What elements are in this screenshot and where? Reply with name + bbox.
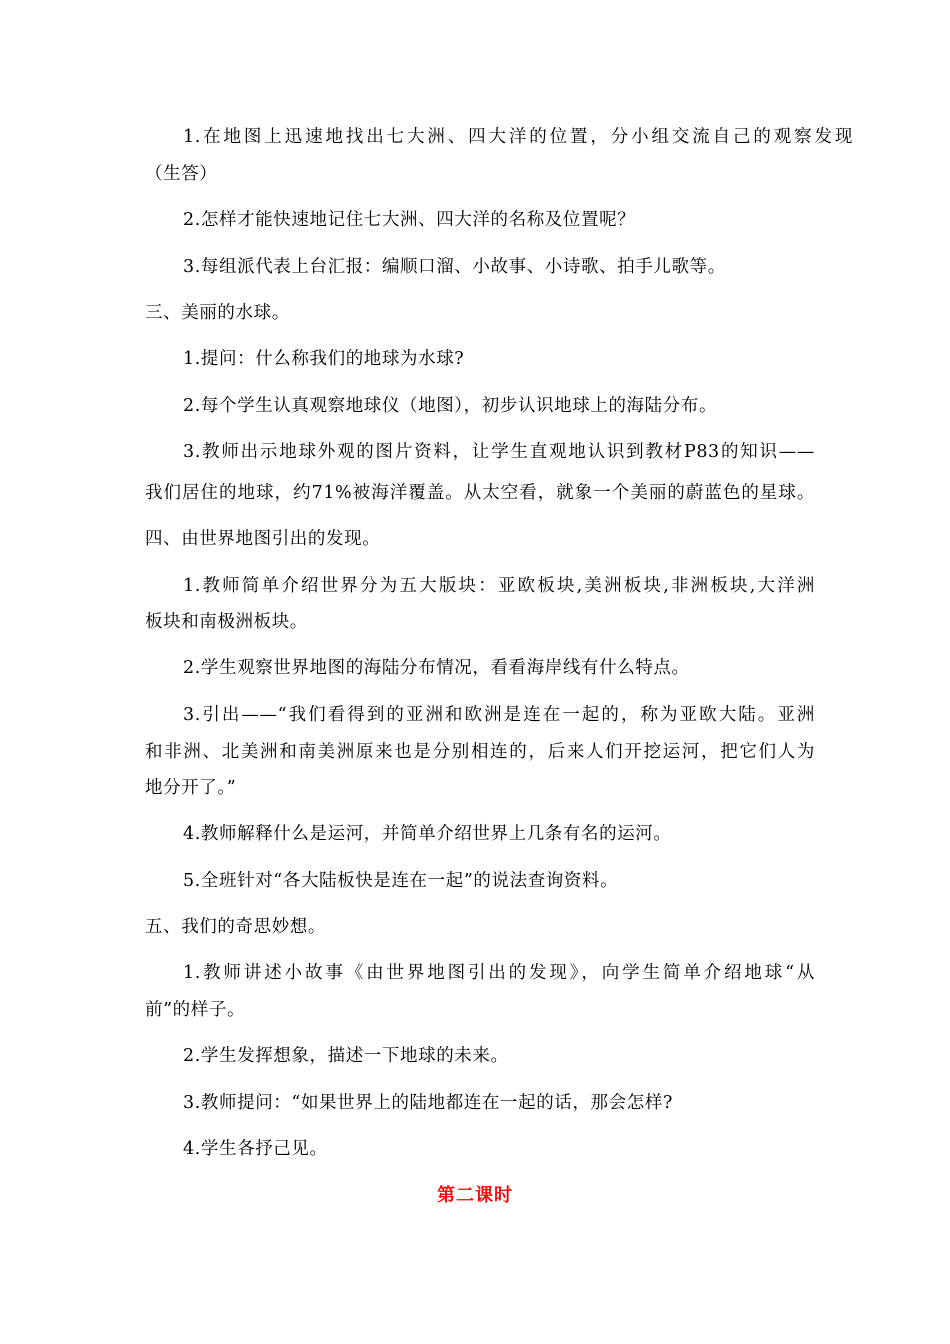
paragraph-line: 2.每个学生认真观察地球仪（地图），初步认识地球上的海陆分布。 bbox=[183, 396, 718, 416]
paragraph-line: 地分开了。” bbox=[145, 778, 237, 798]
paragraph-line: 1.提问：什么称我们的地球为水球? bbox=[183, 349, 465, 369]
paragraph-line: 4.教师解释什么是运河，并简单介绍世界上几条有名的运河。 bbox=[183, 824, 672, 844]
paragraph-line: 1.在地图上迅速地找出七大洲、四大洋的位置，分小组交流自己的观察发现 bbox=[183, 127, 853, 147]
paragraph-line: 2.学生观察世界地图的海陆分布情况，看看海岸线有什么特点。 bbox=[183, 658, 690, 678]
paragraph-line: 我们居住的地球，约71%被海洋覆盖。从太空看，就象一个美丽的蔚蓝色的星球。 bbox=[145, 483, 815, 503]
paragraph-line: 板块和南极洲板块。 bbox=[145, 612, 308, 632]
section-heading: 五、我们的奇思妙想。 bbox=[145, 917, 326, 937]
paragraph-line: 3.每组派代表上台汇报：编顺口溜、小故事、小诗歌、拍手儿歌等。 bbox=[183, 257, 726, 277]
paragraph-line: 2.学生发挥想象，描述一下地球的未来。 bbox=[183, 1046, 509, 1066]
paragraph-line: 1.教师简单介绍世界分为五大版块：亚欧板块,美洲板块,非洲板块,大洋洲 bbox=[183, 576, 815, 596]
section-heading: 四、由世界地图引出的发现。 bbox=[145, 529, 381, 549]
paragraph-line: 3.引出——“我们看得到的亚洲和欧洲是连在一起的，称为亚欧大陆。亚洲 bbox=[183, 705, 815, 725]
paragraph-line: 和非洲、北美洲和南美洲原来也是分别相连的，后来人们开挖运河，把它们人为 bbox=[145, 742, 815, 762]
paragraph-line: 5.全班针对“各大陆板快是连在一起”的说法查询资料。 bbox=[183, 871, 619, 891]
paragraph-line: 1.教师讲述小故事《由世界地图引出的发现》，向学生简单介绍地球“从 bbox=[183, 963, 815, 983]
section-title: 第二课时 bbox=[437, 1185, 513, 1206]
section-heading: 三、美丽的水球。 bbox=[145, 303, 290, 323]
paragraph-line: 3.教师提问：“如果世界上的陆地都连在一起的话，那会怎样? bbox=[183, 1093, 673, 1113]
paragraph-line: 4.学生各抒己见。 bbox=[183, 1139, 328, 1159]
paragraph-line: 前”的样子。 bbox=[145, 1000, 246, 1020]
paragraph-line: 2.怎样才能快速地记住七大洲、四大洋的名称及位置呢？ bbox=[183, 210, 636, 230]
paragraph-line: 3.教师出示地球外观的图片资料，让学生直观地认识到教材P83的知识—— bbox=[183, 442, 815, 462]
paragraph-line: （生答） bbox=[145, 164, 218, 184]
